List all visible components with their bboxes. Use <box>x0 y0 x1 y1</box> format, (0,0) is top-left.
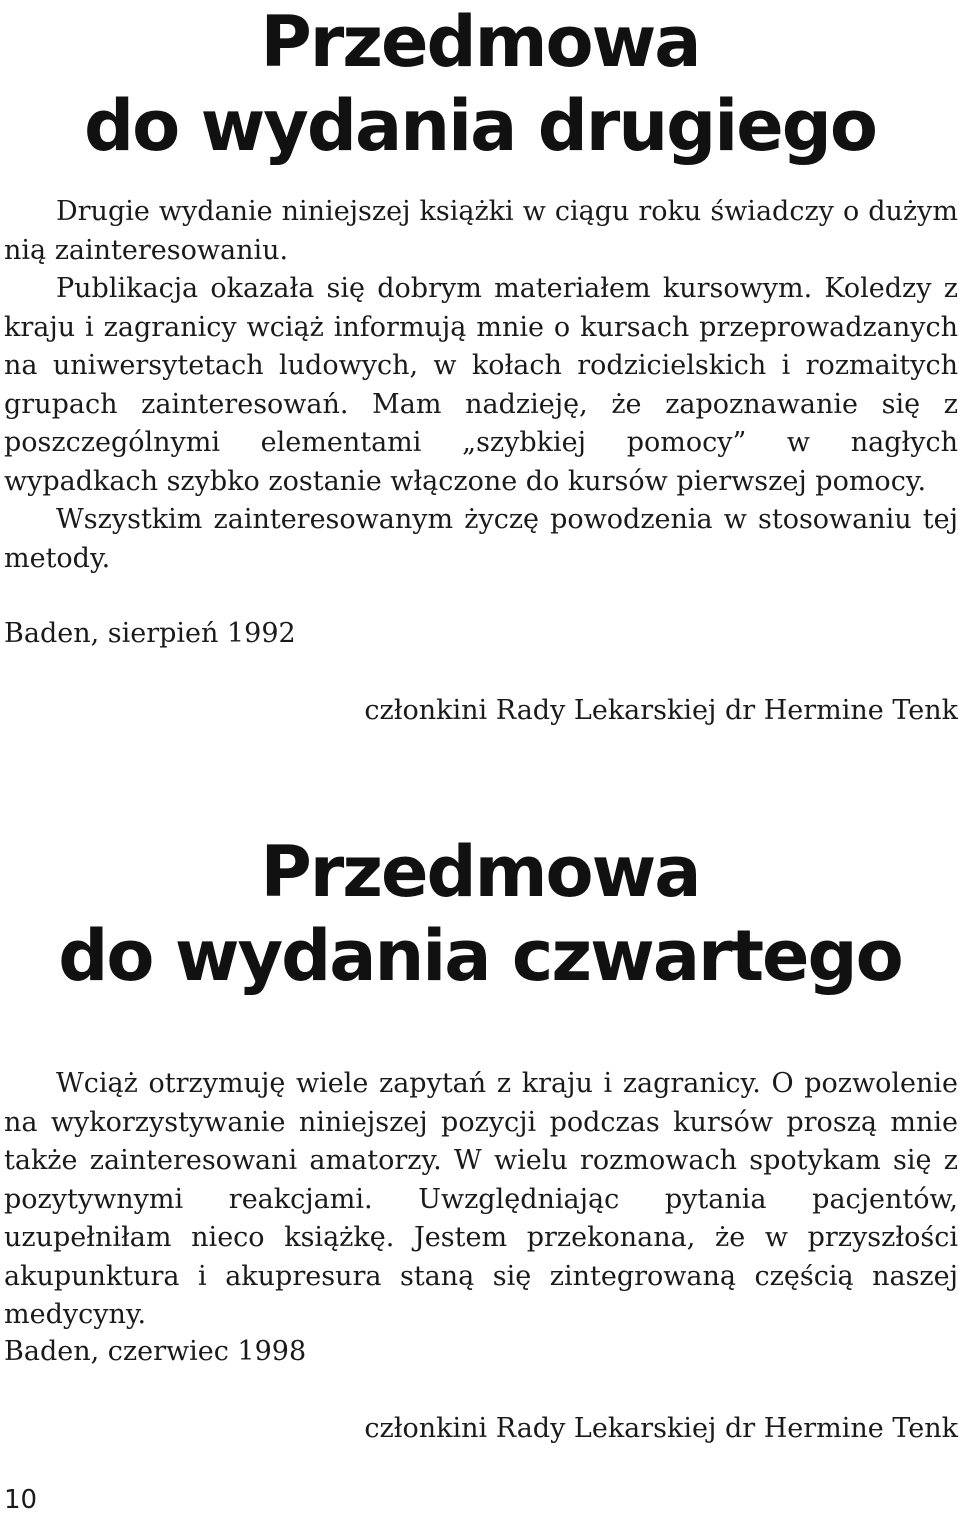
title-line-2: do wydania czwartego <box>58 915 902 997</box>
paragraph: Publikacja okazała się dobrym materiałem kursowym. Koledzy z kraju i zagranicy wciąż informują mnie o kursach przeprowadzanych na uniwersytetach ludowych, w kołach rodzicielskich i rozmaitych grupach zainteresowań. Mam nadzieję, że zapoznawanie się z poszczególnymi elementami „szybkiej pomocy” w nagłych wypadkach szybko zostanie włączone do kursów pierwszej pomocy. <box>4 273 958 497</box>
title-line-1: Przedmowa <box>260 831 700 913</box>
preface-fourth-edition-body <box>4 1065 958 1335</box>
paragraph: Wszystkim zainteresowanym życzę powodzenia w stosowaniu tej metody. <box>4 504 958 574</box>
preface-second-edition-title <box>0 0 960 168</box>
signature: członkini Rady Lekarskiej dr Hermine Tenk <box>364 695 958 726</box>
signature: członkini Rady Lekarskiej dr Hermine Tenk <box>364 1413 958 1444</box>
place-date: Baden, czerwiec 1998 <box>4 1336 307 1367</box>
preface-fourth-edition-title <box>0 830 960 998</box>
title-line-1: Przedmowa <box>260 1 700 83</box>
title-line-2: do wydania drugiego <box>84 85 876 167</box>
place-date: Baden, sierpień 1992 <box>4 618 296 649</box>
paragraph: Drugie wydanie niniejszej książki w ciągu roku świadczy o dużym nią zainteresowaniu. <box>4 196 958 266</box>
preface-second-edition-body <box>4 193 958 578</box>
page-number: 10 <box>4 1485 38 1515</box>
paragraph: Wciąż otrzymuję wiele zapytań z kraju i zagranicy. O pozwolenie na wykorzystywanie niniejszej pozycji podczas kursów proszą mnie także zainteresowani amatorzy. W wielu rozmowach spotykam się z pozytywnymi reakcjami. Uwzględniając pytania pacjentów, uzupełniłam nieco książkę. Jestem przekonana, że w przyszłości akupunktura i akupresura staną się zintegrowaną częścią naszej medycyny. <box>4 1068 958 1330</box>
